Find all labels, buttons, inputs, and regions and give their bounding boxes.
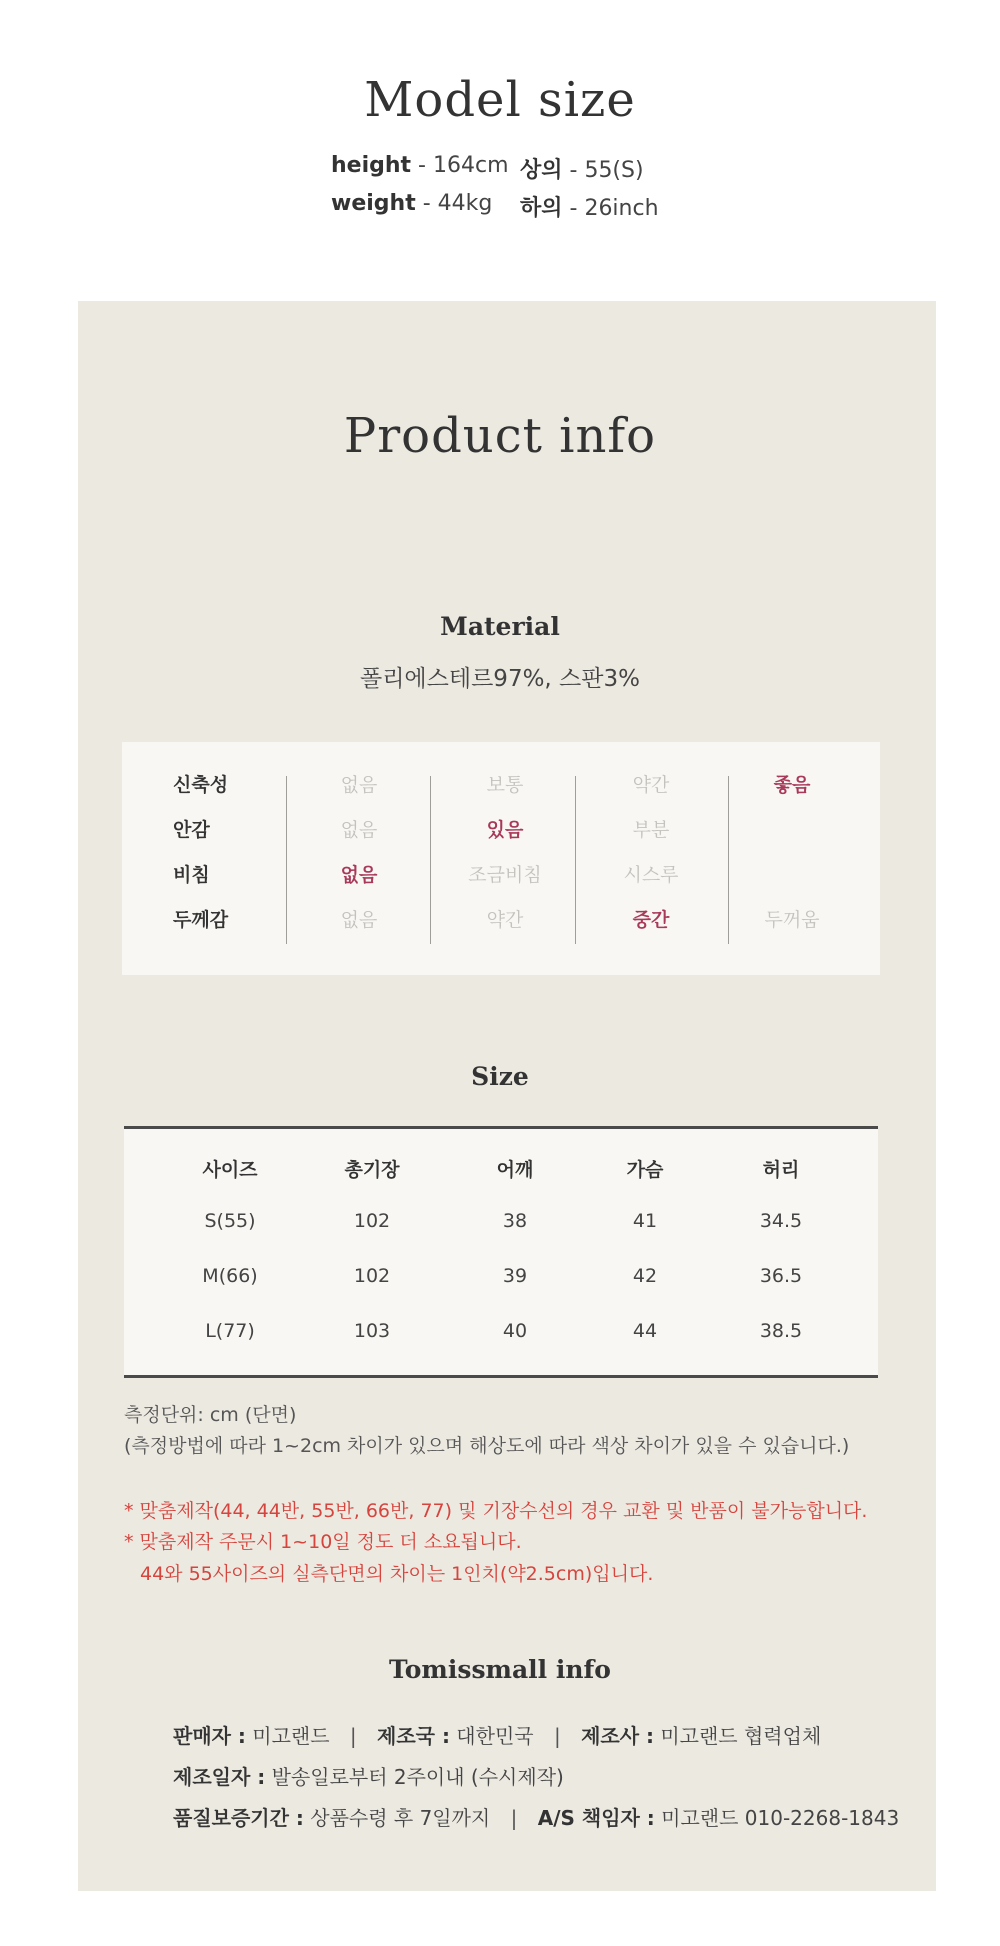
measurement-disclaimer: (측정방법에 따라 1~2cm 차이가 있으며 해상도에 따라 색상 차이가 있을 수 있습니다.) (124, 1435, 850, 1457)
size-difference-note: 44와 55사이즈의 실측단면의 차이는 1인치(약2.5cm)입니다. (140, 1563, 654, 1585)
size-cell: 103 (353, 1320, 391, 1342)
warranty-value: 상품수령 후 7일까지 (303, 1806, 491, 1830)
model-height-value: - 164cm (411, 153, 509, 178)
size-header: 허리 (762, 1159, 800, 1181)
info-separator: | (349, 1724, 357, 1748)
attr-label-sheer: 비침 (173, 864, 210, 886)
country-value: 대한민국 (449, 1724, 534, 1748)
maker-label: 제조사 : (581, 1724, 654, 1748)
size-header: 어깨 (496, 1159, 534, 1181)
model-bottom-size (520, 191, 659, 222)
size-cell: 34.5 (759, 1210, 803, 1232)
size-cell: 38 (502, 1210, 528, 1232)
size-header: 사이즈 (202, 1159, 258, 1181)
attr-divider (430, 776, 431, 944)
size-cell: 102 (353, 1265, 391, 1287)
warranty-label: 품질보증기간 : (173, 1806, 304, 1830)
attr-value: 없음 (340, 819, 378, 841)
size-cell: 42 (632, 1265, 658, 1287)
model-weight (331, 191, 492, 216)
seller-value: 미고랜드 (245, 1724, 330, 1748)
store-info-row-1 (173, 1720, 821, 1749)
size-cell: 102 (353, 1210, 391, 1232)
size-cell: M(66) (202, 1265, 258, 1287)
size-cell: 40 (502, 1320, 528, 1342)
attr-label-stretch: 신축성 (173, 774, 229, 796)
attr-value: 두꺼움 (764, 909, 820, 931)
attr-divider (286, 776, 287, 944)
as-contact-label: A/S 책임자 : (537, 1806, 655, 1830)
attr-divider (575, 776, 576, 944)
measurement-unit-note: 측정단위: cm (단면) (124, 1404, 297, 1426)
model-size-title: Model size (364, 72, 636, 128)
attr-value: 시스루 (623, 864, 679, 886)
attr-label-thickness: 두께감 (173, 909, 229, 931)
country-label: 제조국 : (377, 1724, 450, 1748)
manufacture-date-value: 발송일로부터 2주이내 (수시제작) (265, 1765, 564, 1789)
model-height-label: height (331, 153, 412, 178)
size-header: 총기장 (344, 1159, 400, 1181)
info-separator: | (553, 1724, 561, 1748)
maker-value: 미고랜드 협력업체 (653, 1724, 822, 1748)
attr-value: 중간 (632, 909, 670, 931)
attr-value: 없음 (340, 774, 378, 796)
size-cell: 41 (632, 1210, 658, 1232)
as-contact-value: 미고랜드 010-2268-1843 (654, 1806, 900, 1830)
store-info-row-2 (173, 1761, 564, 1790)
model-top-size (520, 153, 644, 184)
size-cell: S(55) (204, 1210, 256, 1232)
attr-value: 없음 (340, 909, 378, 931)
info-separator: | (510, 1806, 518, 1830)
store-info-title: Tomissmall info (389, 1655, 611, 1684)
size-title: Size (471, 1062, 529, 1091)
material-title: Material (440, 612, 560, 641)
attr-value: 약간 (486, 909, 524, 931)
size-cell: 36.5 (759, 1265, 803, 1287)
attr-value: 좋음 (773, 774, 811, 796)
manufacture-date-label: 제조일자 : (173, 1765, 266, 1789)
size-cell: 44 (632, 1320, 658, 1342)
model-bottom-label: 하의 (520, 196, 563, 221)
attr-value: 있음 (486, 819, 524, 841)
size-cell: 38.5 (759, 1320, 803, 1342)
attr-value: 부분 (632, 819, 670, 841)
attr-value: 약간 (632, 774, 670, 796)
product-info-title: Product info (343, 408, 657, 464)
custom-order-lead-time: * 맞춤제작 주문시 1~10일 정도 더 소요됩니다. (124, 1531, 522, 1553)
model-weight-value: - 44kg (415, 191, 493, 216)
custom-order-warning: * 맞춤제작(44, 44반, 55반, 66반, 77) 및 기장수선의 경우 교환 및 반품이 불가능합니다. (124, 1500, 868, 1522)
attr-value: 보통 (486, 774, 524, 796)
model-height (331, 153, 509, 178)
attr-divider (728, 776, 729, 944)
store-info-row-3 (173, 1802, 899, 1831)
model-top-label: 상의 (520, 158, 563, 183)
attr-value: 조금비침 (468, 864, 542, 886)
size-cell: L(77) (205, 1320, 255, 1342)
attr-value: 없음 (340, 864, 378, 886)
model-top-value: - 55(S) (562, 158, 644, 183)
attr-label-lining: 안감 (173, 819, 210, 841)
model-weight-label: weight (331, 191, 416, 216)
size-cell: 39 (502, 1265, 528, 1287)
material-composition: 폴리에스테르97%, 스판3% (360, 666, 640, 692)
size-header: 가슴 (626, 1159, 664, 1181)
product-info-panel (78, 301, 936, 1891)
seller-label: 판매자 : (173, 1724, 246, 1748)
model-bottom-value: - 26inch (562, 196, 659, 221)
